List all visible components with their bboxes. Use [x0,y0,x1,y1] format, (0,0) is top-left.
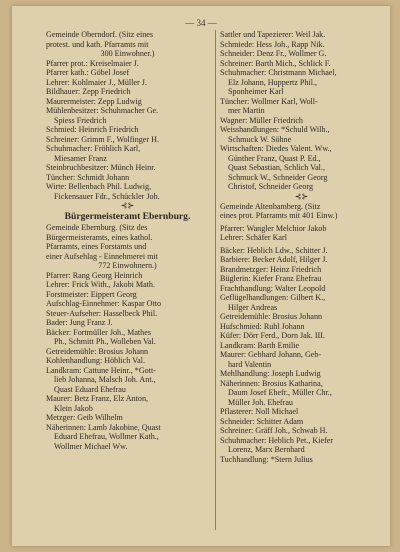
entry-line: mer Martin [228,106,265,115]
entry-line: Wirtschaften: Diedes Valent. Ww., [220,144,332,153]
entry-line: Christof, Schneider Georg [228,182,314,191]
entry-line: Getreidemühle: Brosius Johann [220,312,323,321]
right-column [220,30,383,464]
entry-line: Müller Joh. Ehefrau [228,397,293,407]
entry-line: Elz Johann, Huppertz Phil., [228,77,318,87]
entry-line: Mühlenbesitzer: Schuhmacher Ge. [46,106,159,115]
book-page [12,6,390,546]
entry-line: Lorenz, Marx Bernhard [228,445,305,454]
entry-line: Gemeinde Ebernburg. (Sitz des [46,223,148,232]
entry-line: Tuchhandlung: *Stern Julius [220,454,313,464]
entry-line: Wagner: Müller Friedrich [220,115,303,125]
entry-line: Lehrer: Schäfer Karl [220,233,287,242]
entry-line: Sponheimer Karl [228,87,284,96]
entry-line: Schuhmacher: Christmann Michael, [220,68,337,77]
entry-line: Metzger: Geib Wilhelm [46,413,123,422]
entry-line: lieb Johanna, Malsch Joh. Ant., [54,375,156,384]
entry-line: Landkram: Barth Emilie [220,340,300,350]
entry-line: Fickensauer Fdr., Schückler Joh. [54,191,160,201]
page-number: — 34 — [185,18,217,28]
entry-line: Spiess Friedrich [54,115,107,125]
entry-line: Bildhauer: Zepp Friedrich [46,87,131,96]
entry-line: Bäcker: Fortmüller Joh., Mathes [46,327,151,337]
entry-line: Maurer: Gebhard Johann, Geb- [220,350,322,359]
entry-line: Miesamer Franz [54,153,107,163]
entry-line: Maurer: Betz Franz, Elz Anton, [46,394,149,403]
entry-line: Brandmetzger: Heinz Friedrich [220,264,322,274]
entry-line: Ph., Schmitt Ph., Wolleben Val. [54,337,156,346]
entry-line: Schreiner: Grimm F., Wolfinger H. [46,134,159,144]
entry-line: Pfarrer prot.: Kreiselmaier J. [46,58,139,68]
entry-line: Wollmer Michael Ww. [54,441,128,451]
entry-line: Sattler und Tapezierer: Weil Jak. [220,30,326,39]
ornament-divider: ⊰⊱ [294,191,309,201]
entry-line: Lehrer: Kohlmaier J., Müller J. [46,77,147,87]
entry-line: Tüncher: Wollmer Karl, Woll- [220,96,318,106]
entry-line: Maurermeister: Zepp Ludwig [46,96,142,106]
entry-line: Geflügelhandlungen: Gilbert K., [220,293,326,302]
entry-line: Pfarrer: Wangler Melchior Jakob [220,223,327,233]
entry-line: Daum Josef Ehefr., Müller Chr., [228,388,332,397]
entry-line: einer Aufsehlag - Einnehmerei mit [46,251,158,261]
entry-line: Schmied: Heinrich Friedrich [46,125,139,134]
entry-line: Schneider: Denz Fr., Wollmer G. [220,49,327,58]
entry-line: Schmuck W. Söhne [228,134,292,144]
entry-line: Kohlenhandlung: Höblich Val. [46,356,145,365]
entry-line: Quast Eduard Ehefrau [54,384,126,394]
entry-line: Weisshandlungen: *Schuld Wilh., [220,125,330,134]
entry-line: Günther Franz, Quast P. Ed., [228,153,321,163]
entry-line: Gemeinde Altenbamberg. (Sitz [220,201,321,211]
entry-line: 772 Einwohnern.) [98,261,157,270]
entry-line: Aufschlag-Einnehmer: Kaspar Otto [46,299,162,308]
entry-line: Quast Sebastian, Schlich Val., [228,163,325,172]
entry-line: Schneider: Schitter Adam [220,416,304,426]
ornament-divider: ⊰⊱ [120,201,135,210]
entry-line: Forstmeister: Eippert Georg [46,289,137,299]
entry-line: Getreidemühle: Brosius Johann [46,346,149,356]
entry-line: Frachthandlung: Walter Leopold [220,283,326,293]
entry-line: eines prot. Pfarramts mit 401 Einw.) [220,211,338,220]
entry-line: Schmuck W., Schneider Georg [228,172,328,182]
entry-line: 300 Einwohner.) [100,49,155,58]
entry-line: Schuhmacher: Fröhlich Karl, [46,144,141,153]
entry-line: Steuer-Aufseher: Hasselbeck Phil. [46,308,158,318]
section-heading: Bürgermeisteramt Ebernburg. [64,211,191,222]
entry-line: Hilger Andreas [228,302,278,312]
entry-line: Pfarrer kath.: Göbel Josef [46,68,130,77]
entry-line: Steinbruchbesitzer: Münch Heinr. [46,163,156,172]
entry-line: Näherinnen: Lamb Jakobine, Quast [46,422,161,432]
entry-line: Büglerin: Kiefer Franz Ehefrau [220,274,322,283]
entry-line: Pfarrer: Rang Georg Heinrich [46,270,143,280]
entry-line: hard Valentin [228,359,272,369]
column-divider [215,30,216,530]
left-column [46,30,209,451]
entry-line: Lehrer: Frick With., Jakobi Math. [46,280,155,289]
entry-line: Bader: Jung Franz J. [46,318,113,327]
entry-line: Pfarramts, eines Forstamts und [46,242,147,251]
entry-line: Näherinnen: Brosius Katharina, [220,378,323,388]
entry-line: Tüncher: Schmidt Johann [46,172,130,182]
entry-line: Bäcker: Heblich Ldw., Schitter J. [220,245,328,255]
entry-line: Pflasterer: Noll Michael [220,407,299,416]
entry-line: Schuhmacher: Heblich Pet., Kiefer [220,435,334,445]
entry-line: Schreiner: Gräff Joh., Schwab H. [220,426,328,435]
entry-line: Hufschmied: Ruhl Johann [220,321,305,331]
entry-line: Klein Jakob [54,403,93,413]
entry-line: Landkram: Cattune Heinr., *Gott- [46,365,156,375]
entry-line: Bürgermeisteramts, eines kathol. [46,232,153,242]
entry-line: protest. und kath. Pfarramts mit [46,39,149,49]
entry-line: Eduard Ehefrau, Wollmer Kath., [54,432,159,441]
entry-line: Wirte: Bellenbach Phil. Ludwig, [46,182,152,191]
entry-line: Barbiere: Becker Adolf, Hilger J. [220,255,328,264]
entry-line: Schmiede: Hess Joh., Rapp Nik. [220,39,325,49]
entry-line: Mehlhandlung: Joseph Ludwig [220,369,321,378]
entry-line: Küfer: Dörr Ferd., Dorn Jak. III. [220,331,325,340]
entry-line: Gemeinde Oberndorf. (Sitz eines [46,30,153,39]
entry-line: Schreiner: Barth Mich., Schlick F. [220,58,331,68]
